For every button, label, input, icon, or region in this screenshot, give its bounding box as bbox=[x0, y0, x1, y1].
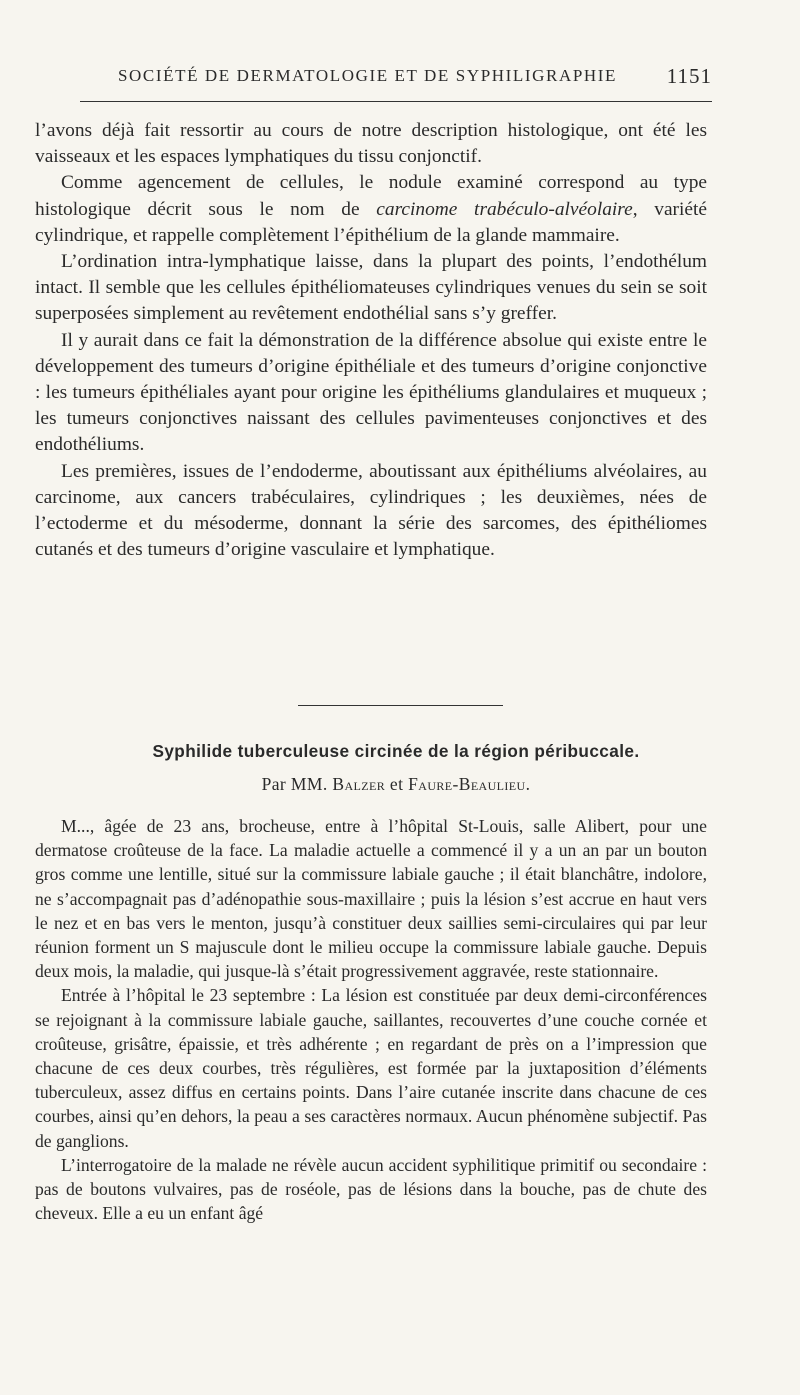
paragraph: Comme agencement de cellules, le nodule examiné correspond au type histologique décrit sous le nom de carcinome trabéculo-alvéolaire, variété cylindrique, et rappelle complètement l’épithélium de la glande mammaire. bbox=[35, 172, 707, 246]
article-title: Syphilide tuberculeuse circinée de la région péribuccale. bbox=[152, 741, 640, 761]
paragraph: L’interrogatoire de la malade ne révèle aucun accident syphilitique primitif ou secondaire : pas de boutons vulvaires, pas de roséole, pas de lésions dans la bouche, pas de chute des cheveux. Elle a eu un enfant âgé bbox=[35, 1154, 707, 1224]
italic-term: carcinome trabéculo-alvéolaire bbox=[376, 198, 633, 220]
paragraph: M..., âgée de 23 ans, brocheuse, entre à l’hôpital St-Louis, salle Alibert, pour une dermatose croûteuse de la face. La maladie actuelle a commencé il y a un an par un bouton gros comme une lentille, situé sur la commissure labiale gauche ; il était blanchâtre, indolore, ne s’accompagnait pas d’adénopathie sous-maxillaire ; puis la lésion s’est accrue en haut vers le nez et en bas vers le menton, jusqu’à constituer deux saillies semi-circulaires qui par leur réunion forment un S majuscule dont le milieu occupe la commissure labiale gauche. Depuis deux mois, la maladie, qui jusque-là s’était progressivement aggravée, reste stationnaire. bbox=[35, 816, 707, 982]
header-rule bbox=[80, 101, 712, 102]
page-header bbox=[80, 66, 712, 96]
author-name: Faure-Beaulieu. bbox=[408, 774, 531, 794]
byline: Par MM. Balzer et Faure-Beaulieu. bbox=[261, 774, 531, 794]
running-title: SOCIÉTÉ DE DERMATOLOGIE ET DE SYPHILIGRAPHIE bbox=[118, 66, 618, 85]
page-number: 1151 bbox=[666, 64, 712, 88]
paragraph: l’avons déjà fait ressortir au cours de notre description histologique, ont été les vaisseaux et les espaces lymphatiques du tissu conjonctif. bbox=[35, 120, 707, 168]
section-separator bbox=[298, 705, 503, 706]
paragraph: L’ordination intra-lymphatique laisse, dans la plupart des points, l’endothélum intact. Il semble que les cellules épithéliomateuses cylindriques venues du sein se soit superposées simplement au revêtement endothélial sans s’y greffer. bbox=[35, 251, 707, 325]
author-name: Balzer bbox=[332, 774, 386, 794]
article-body bbox=[35, 814, 707, 1225]
paragraph: Les premières, issues de l’endoderme, aboutissant aux épithéliums alvéolaires, au carcinome, aux cancers trabéculaires, cylindriques ; les deuxièmes, nées de l’ectoderme et du mésoderme, donnant la série des sarcomes, des épithéliomes cutanés et des tumeurs d’origine vasculaire et lymphatique. bbox=[35, 460, 707, 561]
paragraph: Il y aurait dans ce fait la démonstration de la différence absolue qui existe entre le développement des tumeurs d’origine épithéliale et des tumeurs d’origine conjonctive : les tumeurs épithéliales ayant pour origine les épithéliums glandulaires et muqueux ; les tumeurs conjonctives naissant des cellules pavimenteuses conjonctives et des endothéliums. bbox=[35, 329, 707, 456]
previous-article-text bbox=[35, 118, 707, 563]
paragraph: Entrée à l’hôpital le 23 septembre : La lésion est constituée par deux demi-circonférences se rejoignant à la commissure labiale gauche, saillantes, recouvertes d’une couche cornée et croûteuse, grisâtre, épaissie, et très adhérente ; en regardant de près on a l’impression que chacune de ces deux courbes, très régulières, est formée par la juxtaposition d’éléments tuberculeux, assez diffus en certains points. Dans l’aire cutanée inscrite dans chacune de ces courbes, ainsi qu’en dehors, la peau a ses caractères normaux. Aucun phénomène subjectif. Pas de ganglions. bbox=[35, 985, 707, 1151]
